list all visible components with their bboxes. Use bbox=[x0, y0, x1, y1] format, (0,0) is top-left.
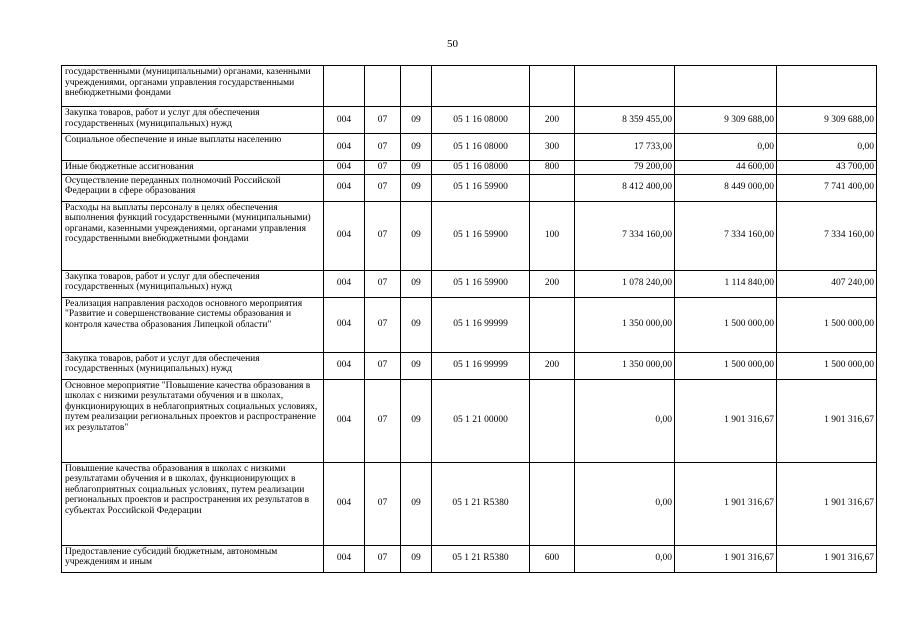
target-article-cell: 05 1 16 59900 bbox=[432, 201, 530, 270]
amount-year3-cell: 1 901 316,67 bbox=[777, 462, 877, 545]
amount-year3-cell: 0,00 bbox=[777, 134, 877, 161]
section-code-cell: 07 bbox=[365, 161, 401, 175]
amount-year1-cell: 17 733,00 bbox=[575, 134, 675, 161]
subsection-code-cell bbox=[401, 66, 432, 107]
section-code-cell bbox=[365, 66, 401, 107]
amount-year2-cell: 1 500 000,00 bbox=[675, 297, 777, 352]
subsection-code-cell: 09 bbox=[401, 201, 432, 270]
target-article-cell: 05 1 16 59900 bbox=[432, 174, 530, 201]
table-row bbox=[62, 161, 877, 175]
amount-year2-cell: 1 901 316,67 bbox=[675, 379, 777, 462]
section-code-cell: 07 bbox=[365, 297, 401, 352]
expense-name-cell: Осуществление переданных полномочий Российской Федерации в сфере образования bbox=[62, 174, 324, 201]
expense-type-cell bbox=[530, 66, 575, 107]
section-code-cell: 07 bbox=[365, 107, 401, 134]
table-row bbox=[62, 66, 877, 107]
amount-year2-cell: 1 114 840,00 bbox=[675, 270, 777, 297]
section-code-cell: 07 bbox=[365, 462, 401, 545]
section-code-cell: 07 bbox=[365, 352, 401, 379]
subsection-code-cell: 09 bbox=[401, 161, 432, 175]
amount-year1-cell: 0,00 bbox=[575, 379, 675, 462]
target-article-cell: 05 1 16 59900 bbox=[432, 270, 530, 297]
amount-year3-cell: 9 309 688,00 bbox=[777, 107, 877, 134]
expense-name-cell: Закупка товаров, работ и услуг для обеспечения государственных (муниципальных) нужд bbox=[62, 352, 324, 379]
expense-type-cell: 200 bbox=[530, 352, 575, 379]
amount-year2-cell bbox=[675, 66, 777, 107]
ministry-code-cell: 004 bbox=[324, 134, 365, 161]
ministry-code-cell: 004 bbox=[324, 297, 365, 352]
ministry-code-cell bbox=[324, 66, 365, 107]
amount-year1-cell: 79 200,00 bbox=[575, 161, 675, 175]
target-article-cell: 05 1 16 08000 bbox=[432, 107, 530, 134]
ministry-code-cell: 004 bbox=[324, 352, 365, 379]
amount-year2-cell: 7 334 160,00 bbox=[675, 201, 777, 270]
amount-year3-cell: 1 901 316,67 bbox=[777, 379, 877, 462]
amount-year1-cell: 1 078 240,00 bbox=[575, 270, 675, 297]
expense-name-cell: Реализация направления расходов основного мероприятия "Развитие и совершенствование системы образования и контроля качества образования Липецкой области" bbox=[62, 297, 324, 352]
expense-name-cell: государственными (муниципальными) органами, казенными учреждениями, органами управления государственными внебюджетными фондами bbox=[62, 66, 324, 107]
amount-year2-cell: 0,00 bbox=[675, 134, 777, 161]
expense-type-cell bbox=[530, 462, 575, 545]
target-article-cell: 05 1 16 08000 bbox=[432, 134, 530, 161]
expense-type-cell: 100 bbox=[530, 201, 575, 270]
expense-name-cell: Основное мероприятие "Повышение качества образования в школах с низкими результатами обучения и в школах, функционирующих в неблагоприятных социальных условиях, путем реализации региональных проектов и распространение их результатов" bbox=[62, 379, 324, 462]
table-row bbox=[62, 379, 877, 462]
expense-type-cell: 300 bbox=[530, 134, 575, 161]
table-row bbox=[62, 270, 877, 297]
amount-year3-cell: 7 741 400,00 bbox=[777, 174, 877, 201]
expense-name-cell: Социальное обеспечение и иные выплаты населению bbox=[62, 134, 324, 161]
expense-type-cell: 600 bbox=[530, 545, 575, 572]
table-row bbox=[62, 134, 877, 161]
expense-type-cell: 200 bbox=[530, 107, 575, 134]
amount-year1-cell: 0,00 bbox=[575, 462, 675, 545]
table-row bbox=[62, 462, 877, 545]
target-article-cell: 05 1 16 99999 bbox=[432, 352, 530, 379]
section-code-cell: 07 bbox=[365, 174, 401, 201]
subsection-code-cell: 09 bbox=[401, 174, 432, 201]
subsection-code-cell: 09 bbox=[401, 270, 432, 297]
amount-year3-cell: 1 500 000,00 bbox=[777, 297, 877, 352]
amount-year1-cell: 8 412 400,00 bbox=[575, 174, 675, 201]
subsection-code-cell: 09 bbox=[401, 352, 432, 379]
expense-name-cell: Иные бюджетные ассигнования bbox=[62, 161, 324, 175]
amount-year3-cell: 407 240,00 bbox=[777, 270, 877, 297]
section-code-cell: 07 bbox=[365, 379, 401, 462]
subsection-code-cell: 09 bbox=[401, 379, 432, 462]
table-row bbox=[62, 201, 877, 270]
ministry-code-cell: 004 bbox=[324, 462, 365, 545]
ministry-code-cell: 004 bbox=[324, 161, 365, 175]
target-article-cell bbox=[432, 66, 530, 107]
section-code-cell: 07 bbox=[365, 134, 401, 161]
ministry-code-cell: 004 bbox=[324, 107, 365, 134]
ministry-code-cell: 004 bbox=[324, 270, 365, 297]
ministry-code-cell: 004 bbox=[324, 379, 365, 462]
expense-type-cell bbox=[530, 174, 575, 201]
expense-type-cell: 200 bbox=[530, 270, 575, 297]
table-row bbox=[62, 297, 877, 352]
expense-type-cell bbox=[530, 379, 575, 462]
expense-name-cell: Закупка товаров, работ и услуг для обеспечения государственных (муниципальных) нужд bbox=[62, 107, 324, 134]
amount-year1-cell: 8 359 455,00 bbox=[575, 107, 675, 134]
expense-type-cell: 800 bbox=[530, 161, 575, 175]
budget-table bbox=[61, 65, 877, 573]
subsection-code-cell: 09 bbox=[401, 462, 432, 545]
table-row bbox=[62, 174, 877, 201]
page-number: 50 bbox=[447, 38, 458, 50]
table-row bbox=[62, 107, 877, 134]
amount-year1-cell: 1 350 000,00 bbox=[575, 352, 675, 379]
ministry-code-cell: 004 bbox=[324, 545, 365, 572]
subsection-code-cell: 09 bbox=[401, 134, 432, 161]
amount-year3-cell: 1 901 316,67 bbox=[777, 545, 877, 572]
target-article-cell: 05 1 21 R5380 bbox=[432, 462, 530, 545]
amount-year1-cell: 1 350 000,00 bbox=[575, 297, 675, 352]
amount-year1-cell: 0,00 bbox=[575, 545, 675, 572]
ministry-code-cell: 004 bbox=[324, 174, 365, 201]
expense-name-cell: Предоставление субсидий бюджетным, автономным учреждениям и иным bbox=[62, 545, 324, 572]
amount-year3-cell bbox=[777, 66, 877, 107]
amount-year3-cell: 1 500 000,00 bbox=[777, 352, 877, 379]
amount-year2-cell: 1 901 316,67 bbox=[675, 462, 777, 545]
amount-year2-cell: 1 500 000,00 bbox=[675, 352, 777, 379]
amount-year3-cell: 43 700,00 bbox=[777, 161, 877, 175]
expense-name-cell: Расходы на выплаты персоналу в целях обеспечения выполнения функций государственными (муниципальными) органами, казенными учреждениями, органами управления государственными внебюджетными фондами bbox=[62, 201, 324, 270]
amount-year2-cell: 44 600,00 bbox=[675, 161, 777, 175]
target-article-cell: 05 1 16 99999 bbox=[432, 297, 530, 352]
target-article-cell: 05 1 21 00000 bbox=[432, 379, 530, 462]
amount-year2-cell: 1 901 316,67 bbox=[675, 545, 777, 572]
amount-year1-cell bbox=[575, 66, 675, 107]
subsection-code-cell: 09 bbox=[401, 107, 432, 134]
section-code-cell: 07 bbox=[365, 201, 401, 270]
expense-name-cell: Повышение качества образования в школах с низкими результатами обучения и в школах, функционирующих в неблагоприятных социальных условиях, путем реализации региональных проектов и распространения их результатов в субъектах Российской Федерации bbox=[62, 462, 324, 545]
subsection-code-cell: 09 bbox=[401, 545, 432, 572]
expense-type-cell bbox=[530, 297, 575, 352]
target-article-cell: 05 1 16 08000 bbox=[432, 161, 530, 175]
ministry-code-cell: 004 bbox=[324, 201, 365, 270]
table-row bbox=[62, 352, 877, 379]
table-row bbox=[62, 545, 877, 572]
amount-year2-cell: 8 449 000,00 bbox=[675, 174, 777, 201]
section-code-cell: 07 bbox=[365, 545, 401, 572]
amount-year1-cell: 7 334 160,00 bbox=[575, 201, 675, 270]
section-code-cell: 07 bbox=[365, 270, 401, 297]
expense-name-cell: Закупка товаров, работ и услуг для обеспечения государственных (муниципальных) нужд bbox=[62, 270, 324, 297]
subsection-code-cell: 09 bbox=[401, 297, 432, 352]
table-body bbox=[62, 66, 877, 573]
amount-year2-cell: 9 309 688,00 bbox=[675, 107, 777, 134]
amount-year3-cell: 7 334 160,00 bbox=[777, 201, 877, 270]
target-article-cell: 05 1 21 R5380 bbox=[432, 545, 530, 572]
